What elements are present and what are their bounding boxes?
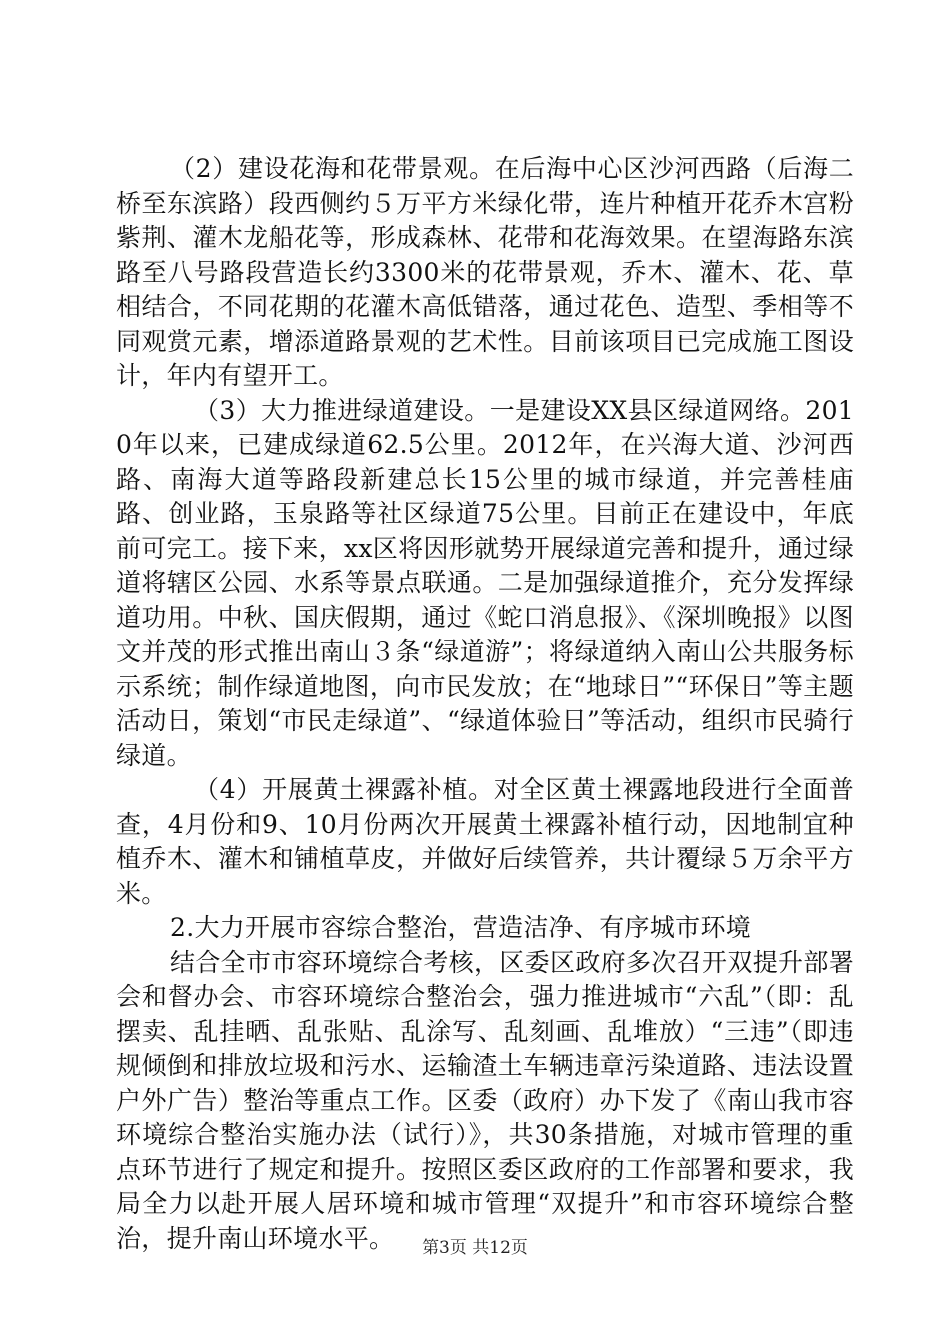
paragraph-greenway: （3）大力推进绿道建设。一是建设XX县区绿道网络。2010年以来，已建成绿道62.5公里。2012年，在兴海大道、沙河西路、南海大道等路段新建总长15公里的城市绿道，并完善桂庙路、创业路，玉泉路等社区绿道75公里。目前正在建设中，年底前可完工。接下来，xx区将因形就势开展绿道完善和提升，通过绿道将辖区公园、水系等景点联通。二是加强绿道推介，充分发挥绿道功用。中秋、国庆假期，通过《蛇口消息报》、《深圳晚报》以图文并茂的形式推出南山３条“绿道游”；将绿道纳入南山公共服务标示系统；制作绿道地图，向市民发放；在“地球日”“环保日”等主题活动日，策划“市民走绿道”、“绿道体验日”等活动，组织市民骑行绿道。: [116, 395, 854, 770]
page-number-footer: 第3页 共12页: [422, 1238, 528, 1258]
section-heading: 2.大力开展市容综合整治，营造洁净、有序城市环境: [170, 913, 752, 942]
document-body: [116, 152, 854, 1256]
paragraph-flower-sea: （2）建设花海和花带景观。在后海中心区沙河西路（后海二桥至东滨路）段西侧约５万平方米绿化带，连片种植开花乔木宫粉紫荆、灌木龙船花等，形成森林、花带和花海效果。在望海路东滨路至八号路段营造长约3300米的花带景观，乔木、灌木、花、草相结合，不同花期的花灌木高低错落，通过花色、造型、季相等不同观赏元素，增添道路景观的艺术性。目前该项目已完成施工图设计，年内有望开工。: [116, 154, 854, 390]
paragraph-bare-soil: （4）开展黄土裸露补植。对全区黄土裸露地段进行全面普查，4月份和9、10月份两次开展黄土裸露补植行动，因地制宜种植乔木、灌木和铺植草皮，并做好后续管养，共计覆绿５万余平方米。: [116, 775, 854, 908]
paragraph-city-rectification: 结合全市市容环境综合考核，区委区政府多次召开双提升部署会和督办会、市容环境综合整治会，强力推进城市“六乱”（即：乱摆卖、乱挂晒、乱张贴、乱涂写、乱刻画、乱堆放）“三违”（即违规倾倒和排放垃圾和污水、运输渣土车辆违章污染道路、违法设置户外广告）整治等重点工作。区委（政府）办下发了《南山我市容环境综合整治实施办法（试行）》，共30条措施，对城市管理的重点环节进行了规定和提升。按照区委区政府的工作部署和要求，我局全力以赴开展人居环境和城市管理“双提升”和市容环境综合整治，提升南山环境水平。: [116, 947, 854, 1253]
